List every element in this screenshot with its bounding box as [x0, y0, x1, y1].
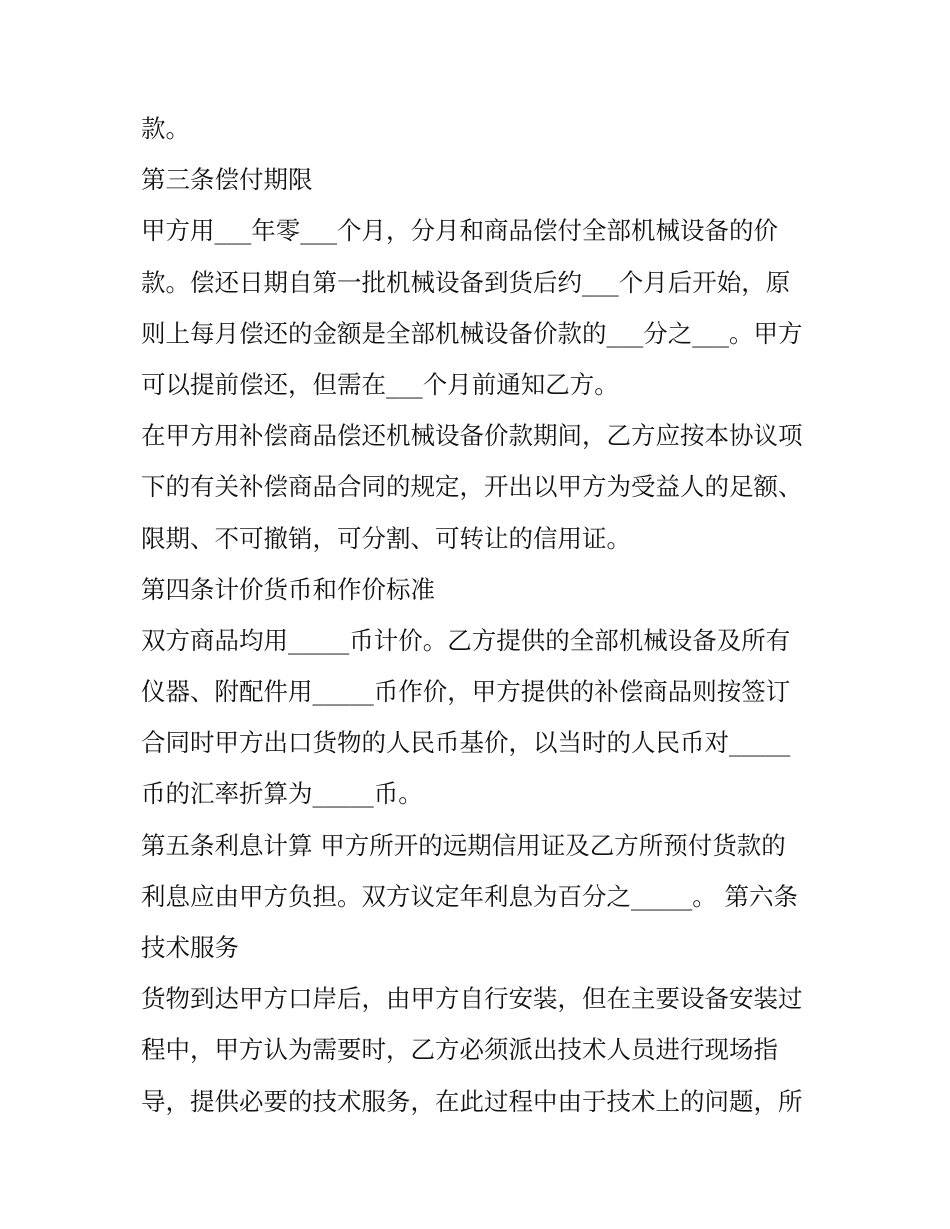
text-line: 币的汇率折算为_____币。 — [141, 779, 423, 809]
document-body — [141, 103, 821, 1127]
text-line: 款。偿还日期自第一批机械设备到货后约___个月后开始，原 — [141, 267, 791, 297]
text-line: 下的有关补偿商品合同的规定，开出以甲方为受益人的足额、 — [141, 472, 803, 502]
text-line: 导，提供必要的技术服务，在此过程中由于技术上的问题，所 — [141, 1086, 803, 1116]
text-line: 合同时甲方出口货物的人民币基价，以当时的人民币对_____ — [141, 728, 791, 758]
section-heading-article-6: 技术服务 — [141, 933, 239, 962]
text-line: 仪器、附配件用_____币作价，甲方提供的补偿商品则按签订 — [141, 677, 791, 707]
text-line: 限期、不可撤销，可分割、可转让的信用证。 — [141, 523, 631, 553]
text-line: 双方商品均用_____币计价。乙方提供的全部机械设备及所有 — [141, 625, 791, 655]
section-heading-article-3: 第三条偿付期限 — [141, 165, 313, 195]
section-heading-article-4: 第四条计价货币和作价标准 — [141, 574, 435, 604]
text-line: 款。 — [141, 114, 190, 143]
text-line: 可以提前偿还，但需在___个月前通知乙方。 — [141, 369, 619, 399]
text-line: 甲方用___年零___个月，分月和商品偿付全部机械设备的价 — [141, 216, 778, 246]
text-line: 利息应由甲方负担。双方议定年利息为百分之_____。 第六条 — [141, 881, 799, 911]
text-line: 程中，甲方认为需要时，乙方必须派出技术人员进行现场指 — [141, 1035, 778, 1065]
text-line: 货物到达甲方口岸后，由甲方自行安装，但在主要设备安装过 — [141, 984, 803, 1014]
text-line: 则上每月偿还的金额是全部机械设备价款的___分之___。甲方 — [141, 318, 803, 348]
text-line: 在甲方用补偿商品偿还机械设备价款期间，乙方应按本协议项 — [141, 421, 803, 451]
section-heading-article-5: 第五条利息计算 甲方所开的远期信用证及乙方所预付货款的 — [141, 830, 786, 860]
